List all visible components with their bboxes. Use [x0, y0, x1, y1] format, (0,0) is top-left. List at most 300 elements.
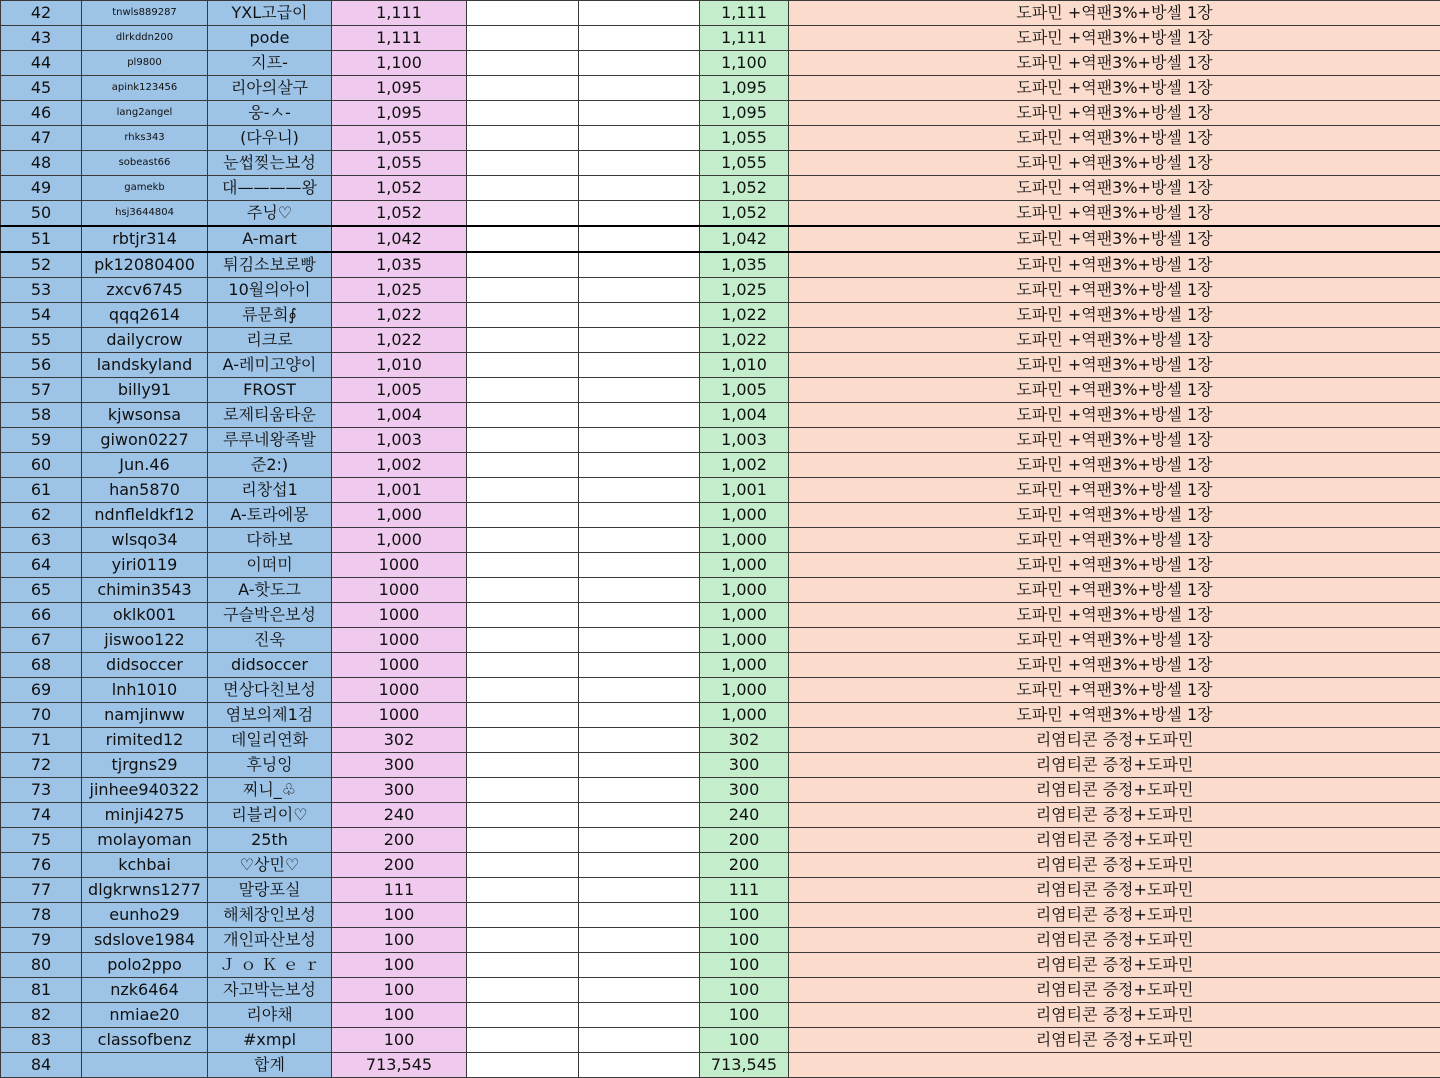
blank-cell-b[interactable]	[579, 176, 700, 201]
amount-cell[interactable]: 1,002	[332, 453, 467, 478]
amount-cell[interactable]: 1,055	[332, 151, 467, 176]
user-id-cell[interactable]: didsoccer	[82, 653, 208, 678]
total-cell[interactable]: 1,000	[700, 703, 789, 728]
amount-cell[interactable]: 1,111	[332, 1, 467, 26]
nickname-cell[interactable]: 리창섭1	[208, 478, 332, 503]
total-cell[interactable]: 100	[700, 903, 789, 928]
total-cell[interactable]: 1,010	[700, 353, 789, 378]
amount-cell[interactable]: 1,095	[332, 101, 467, 126]
total-cell[interactable]: 300	[700, 778, 789, 803]
total-cell[interactable]: 100	[700, 928, 789, 953]
blank-cell-a[interactable]	[467, 653, 579, 678]
blank-cell-a[interactable]	[467, 428, 579, 453]
blank-cell-a[interactable]	[467, 278, 579, 303]
row-number-cell[interactable]: 66	[1, 603, 82, 628]
reward-cell[interactable]: 도파민 +역팬3%+방셀 1장	[789, 378, 1440, 403]
reward-cell[interactable]: 리염티콘 증정+도파민	[789, 878, 1440, 903]
amount-cell[interactable]: 1000	[332, 703, 467, 728]
amount-cell[interactable]: 1000	[332, 603, 467, 628]
amount-cell[interactable]: 100	[332, 1003, 467, 1028]
blank-cell-b[interactable]	[579, 478, 700, 503]
blank-cell-b[interactable]	[579, 928, 700, 953]
blank-cell-b[interactable]	[579, 578, 700, 603]
blank-cell-a[interactable]	[467, 703, 579, 728]
reward-cell[interactable]: 도파민 +역팬3%+방셀 1장	[789, 26, 1440, 51]
reward-cell[interactable]: 도파민 +역팬3%+방셀 1장	[789, 76, 1440, 101]
reward-cell[interactable]: 리염티콘 증정+도파민	[789, 1003, 1440, 1028]
nickname-cell[interactable]: 리야채	[208, 1003, 332, 1028]
amount-cell[interactable]: 1,100	[332, 51, 467, 76]
nickname-cell[interactable]: Ｊ ｏ Ｋ ｅ ｒ	[208, 953, 332, 978]
total-cell[interactable]: 200	[700, 853, 789, 878]
nickname-cell[interactable]: 지프-	[208, 51, 332, 76]
user-id-cell[interactable]: sdslove1984	[82, 928, 208, 953]
nickname-cell[interactable]: 찌니_♧	[208, 778, 332, 803]
user-id-cell[interactable]: Jun.46	[82, 453, 208, 478]
blank-cell-a[interactable]	[467, 1, 579, 26]
total-cell[interactable]: 1,002	[700, 453, 789, 478]
blank-cell-a[interactable]	[467, 903, 579, 928]
blank-cell-b[interactable]	[579, 428, 700, 453]
blank-cell-a[interactable]	[467, 528, 579, 553]
total-cell[interactable]: 1,111	[700, 26, 789, 51]
amount-cell[interactable]: 1,001	[332, 478, 467, 503]
row-number-cell[interactable]: 54	[1, 303, 82, 328]
reward-cell[interactable]: 도파민 +역팬3%+방셀 1장	[789, 303, 1440, 328]
nickname-cell[interactable]: 해체장인보성	[208, 903, 332, 928]
blank-cell-b[interactable]	[579, 353, 700, 378]
total-cell[interactable]: 100	[700, 978, 789, 1003]
blank-cell-b[interactable]	[579, 26, 700, 51]
row-number-cell[interactable]: 53	[1, 278, 82, 303]
row-number-cell[interactable]: 74	[1, 803, 82, 828]
user-id-cell[interactable]: rbtjr314	[82, 226, 208, 252]
user-id-cell[interactable]: minji4275	[82, 803, 208, 828]
user-id-cell[interactable]: wlsqo34	[82, 528, 208, 553]
total-cell[interactable]: 1,100	[700, 51, 789, 76]
amount-cell[interactable]: 100	[332, 903, 467, 928]
nickname-cell[interactable]: 구슬박은보성	[208, 603, 332, 628]
nickname-cell[interactable]: 염보의제1검	[208, 703, 332, 728]
blank-cell-b[interactable]	[579, 728, 700, 753]
user-id-cell[interactable]: ndnfleldkf12	[82, 503, 208, 528]
nickname-cell[interactable]: A-레미고양이	[208, 353, 332, 378]
user-id-cell[interactable]: rhks343	[82, 126, 208, 151]
blank-cell-a[interactable]	[467, 201, 579, 227]
user-id-cell[interactable]: dailycrow	[82, 328, 208, 353]
reward-cell[interactable]: 도파민 +역팬3%+방셀 1장	[789, 252, 1440, 278]
reward-cell[interactable]	[789, 1053, 1440, 1078]
total-cell[interactable]: 1,095	[700, 76, 789, 101]
nickname-cell[interactable]: 리크로	[208, 328, 332, 353]
amount-cell[interactable]: 100	[332, 1028, 467, 1053]
total-cell[interactable]: 1,052	[700, 176, 789, 201]
blank-cell-b[interactable]	[579, 953, 700, 978]
reward-cell[interactable]: 도파민 +역팬3%+방셀 1장	[789, 603, 1440, 628]
blank-cell-a[interactable]	[467, 303, 579, 328]
blank-cell-b[interactable]	[579, 853, 700, 878]
amount-cell[interactable]: 200	[332, 828, 467, 853]
total-cell[interactable]: 1,052	[700, 201, 789, 227]
user-id-cell[interactable]: gamekb	[82, 176, 208, 201]
blank-cell-b[interactable]	[579, 453, 700, 478]
blank-cell-a[interactable]	[467, 728, 579, 753]
blank-cell-b[interactable]	[579, 278, 700, 303]
total-cell[interactable]: 200	[700, 828, 789, 853]
nickname-cell[interactable]: ♡상민♡	[208, 853, 332, 878]
user-id-cell[interactable]: jiswoo122	[82, 628, 208, 653]
row-number-cell[interactable]: 75	[1, 828, 82, 853]
reward-cell[interactable]: 도파민 +역팬3%+방셀 1장	[789, 578, 1440, 603]
blank-cell-a[interactable]	[467, 878, 579, 903]
amount-cell[interactable]: 240	[332, 803, 467, 828]
user-id-cell[interactable]: dlrkddn200	[82, 26, 208, 51]
blank-cell-a[interactable]	[467, 1003, 579, 1028]
blank-cell-a[interactable]	[467, 978, 579, 1003]
reward-cell[interactable]: 도파민 +역팬3%+방셀 1장	[789, 628, 1440, 653]
blank-cell-b[interactable]	[579, 1, 700, 26]
blank-cell-b[interactable]	[579, 528, 700, 553]
reward-cell[interactable]: 도파민 +역팬3%+방셀 1장	[789, 226, 1440, 252]
row-number-cell[interactable]: 64	[1, 553, 82, 578]
total-cell[interactable]: 1,042	[700, 226, 789, 252]
nickname-cell[interactable]: 합계	[208, 1053, 332, 1078]
row-number-cell[interactable]: 76	[1, 853, 82, 878]
reward-cell[interactable]: 도파민 +역팬3%+방셀 1장	[789, 428, 1440, 453]
user-id-cell[interactable]: landskyland	[82, 353, 208, 378]
row-number-cell[interactable]: 80	[1, 953, 82, 978]
blank-cell-a[interactable]	[467, 928, 579, 953]
amount-cell[interactable]: 1000	[332, 653, 467, 678]
total-cell[interactable]: 302	[700, 728, 789, 753]
row-number-cell[interactable]: 84	[1, 1053, 82, 1078]
amount-cell[interactable]: 100	[332, 953, 467, 978]
total-cell[interactable]: 100	[700, 953, 789, 978]
row-number-cell[interactable]: 52	[1, 252, 82, 278]
user-id-cell[interactable]: oklk001	[82, 603, 208, 628]
reward-cell[interactable]: 리염티콘 증정+도파민	[789, 903, 1440, 928]
reward-cell[interactable]: 도파민 +역팬3%+방셀 1장	[789, 678, 1440, 703]
amount-cell[interactable]: 1000	[332, 578, 467, 603]
blank-cell-b[interactable]	[579, 403, 700, 428]
blank-cell-b[interactable]	[579, 201, 700, 227]
reward-cell[interactable]: 리염티콘 증정+도파민	[789, 853, 1440, 878]
user-id-cell[interactable]: kjwsonsa	[82, 403, 208, 428]
user-id-cell[interactable]: kchbai	[82, 853, 208, 878]
nickname-cell[interactable]: 10월의아이	[208, 278, 332, 303]
reward-cell[interactable]: 도파민 +역팬3%+방셀 1장	[789, 653, 1440, 678]
total-cell[interactable]: 1,003	[700, 428, 789, 453]
amount-cell[interactable]: 1,004	[332, 403, 467, 428]
user-id-cell[interactable]: classofbenz	[82, 1028, 208, 1053]
blank-cell-a[interactable]	[467, 678, 579, 703]
nickname-cell[interactable]: A-mart	[208, 226, 332, 252]
row-number-cell[interactable]: 60	[1, 453, 82, 478]
reward-cell[interactable]: 도파민 +역팬3%+방셀 1장	[789, 703, 1440, 728]
row-number-cell[interactable]: 82	[1, 1003, 82, 1028]
nickname-cell[interactable]: 면상다친보성	[208, 678, 332, 703]
amount-cell[interactable]: 302	[332, 728, 467, 753]
row-number-cell[interactable]: 47	[1, 126, 82, 151]
row-number-cell[interactable]: 71	[1, 728, 82, 753]
reward-cell[interactable]: 리염티콘 증정+도파민	[789, 803, 1440, 828]
user-id-cell[interactable]: billy91	[82, 378, 208, 403]
user-id-cell[interactable]	[82, 1053, 208, 1078]
blank-cell-b[interactable]	[579, 76, 700, 101]
reward-cell[interactable]: 도파민 +역팬3%+방셀 1장	[789, 453, 1440, 478]
total-cell[interactable]: 1,055	[700, 126, 789, 151]
user-id-cell[interactable]: rimited12	[82, 728, 208, 753]
user-id-cell[interactable]: nzk6464	[82, 978, 208, 1003]
blank-cell-b[interactable]	[579, 1003, 700, 1028]
blank-cell-a[interactable]	[467, 226, 579, 252]
amount-cell[interactable]: 1,111	[332, 26, 467, 51]
reward-cell[interactable]: 도파민 +역팬3%+방셀 1장	[789, 328, 1440, 353]
blank-cell-a[interactable]	[467, 26, 579, 51]
blank-cell-a[interactable]	[467, 328, 579, 353]
blank-cell-b[interactable]	[579, 101, 700, 126]
row-number-cell[interactable]: 56	[1, 353, 82, 378]
total-cell[interactable]: 1,095	[700, 101, 789, 126]
total-cell[interactable]: 1,005	[700, 378, 789, 403]
amount-cell[interactable]: 1,095	[332, 76, 467, 101]
reward-cell[interactable]: 리염티콘 증정+도파민	[789, 778, 1440, 803]
user-id-cell[interactable]: lnh1010	[82, 678, 208, 703]
total-cell[interactable]: 100	[700, 1028, 789, 1053]
total-cell[interactable]: 1,000	[700, 678, 789, 703]
blank-cell-a[interactable]	[467, 51, 579, 76]
blank-cell-a[interactable]	[467, 503, 579, 528]
total-cell[interactable]: 1,000	[700, 503, 789, 528]
blank-cell-b[interactable]	[579, 51, 700, 76]
user-id-cell[interactable]: hsj3644804	[82, 201, 208, 227]
blank-cell-b[interactable]	[579, 303, 700, 328]
row-number-cell[interactable]: 51	[1, 226, 82, 252]
amount-cell[interactable]: 100	[332, 928, 467, 953]
blank-cell-b[interactable]	[579, 628, 700, 653]
blank-cell-b[interactable]	[579, 753, 700, 778]
blank-cell-a[interactable]	[467, 1028, 579, 1053]
nickname-cell[interactable]: 25th	[208, 828, 332, 853]
row-number-cell[interactable]: 50	[1, 201, 82, 227]
amount-cell[interactable]: 713,545	[332, 1053, 467, 1078]
blank-cell-a[interactable]	[467, 1053, 579, 1078]
amount-cell[interactable]: 1,055	[332, 126, 467, 151]
reward-cell[interactable]: 도파민 +역팬3%+방셀 1장	[789, 553, 1440, 578]
blank-cell-a[interactable]	[467, 953, 579, 978]
reward-cell[interactable]: 도파민 +역팬3%+방셀 1장	[789, 353, 1440, 378]
blank-cell-a[interactable]	[467, 176, 579, 201]
blank-cell-a[interactable]	[467, 753, 579, 778]
user-id-cell[interactable]: lang2angel	[82, 101, 208, 126]
row-number-cell[interactable]: 81	[1, 978, 82, 1003]
nickname-cell[interactable]: 개인파산보성	[208, 928, 332, 953]
amount-cell[interactable]: 1000	[332, 628, 467, 653]
reward-cell[interactable]: 리염티콘 증정+도파민	[789, 828, 1440, 853]
total-cell[interactable]: 1,000	[700, 528, 789, 553]
row-number-cell[interactable]: 58	[1, 403, 82, 428]
nickname-cell[interactable]: didsoccer	[208, 653, 332, 678]
blank-cell-a[interactable]	[467, 603, 579, 628]
total-cell[interactable]: 100	[700, 1003, 789, 1028]
row-number-cell[interactable]: 62	[1, 503, 82, 528]
row-number-cell[interactable]: 78	[1, 903, 82, 928]
row-number-cell[interactable]: 83	[1, 1028, 82, 1053]
user-id-cell[interactable]: tnwls889287	[82, 1, 208, 26]
reward-cell[interactable]: 리염티콘 증정+도파민	[789, 978, 1440, 1003]
reward-cell[interactable]: 리염티콘 증정+도파민	[789, 753, 1440, 778]
blank-cell-b[interactable]	[579, 678, 700, 703]
reward-cell[interactable]: 리염티콘 증정+도파민	[789, 928, 1440, 953]
nickname-cell[interactable]: 류문희∮	[208, 303, 332, 328]
reward-cell[interactable]: 도파민 +역팬3%+방셀 1장	[789, 528, 1440, 553]
user-id-cell[interactable]: zxcv6745	[82, 278, 208, 303]
blank-cell-a[interactable]	[467, 803, 579, 828]
amount-cell[interactable]: 111	[332, 878, 467, 903]
amount-cell[interactable]: 1,042	[332, 226, 467, 252]
blank-cell-b[interactable]	[579, 1053, 700, 1078]
user-id-cell[interactable]: molayoman	[82, 828, 208, 853]
nickname-cell[interactable]: 후닝잉	[208, 753, 332, 778]
total-cell[interactable]: 1,001	[700, 478, 789, 503]
user-id-cell[interactable]: chimin3543	[82, 578, 208, 603]
reward-cell[interactable]: 도파민 +역팬3%+방셀 1장	[789, 201, 1440, 227]
reward-cell[interactable]: 도파민 +역팬3%+방셀 1장	[789, 278, 1440, 303]
nickname-cell[interactable]: A-핫도그	[208, 578, 332, 603]
user-id-cell[interactable]: jinhee940322	[82, 778, 208, 803]
amount-cell[interactable]: 1,010	[332, 353, 467, 378]
blank-cell-b[interactable]	[579, 126, 700, 151]
row-number-cell[interactable]: 43	[1, 26, 82, 51]
total-cell[interactable]: 1,000	[700, 628, 789, 653]
user-id-cell[interactable]: sobeast66	[82, 151, 208, 176]
blank-cell-a[interactable]	[467, 378, 579, 403]
blank-cell-a[interactable]	[467, 628, 579, 653]
user-id-cell[interactable]: tjrgns29	[82, 753, 208, 778]
nickname-cell[interactable]: (다우니)	[208, 126, 332, 151]
user-id-cell[interactable]: giwon0227	[82, 428, 208, 453]
nickname-cell[interactable]: 튀김소보로빵	[208, 252, 332, 278]
amount-cell[interactable]: 1000	[332, 553, 467, 578]
total-cell[interactable]: 1,055	[700, 151, 789, 176]
total-cell[interactable]: 1,025	[700, 278, 789, 303]
nickname-cell[interactable]: FROST	[208, 378, 332, 403]
blank-cell-a[interactable]	[467, 126, 579, 151]
user-id-cell[interactable]: nmiae20	[82, 1003, 208, 1028]
blank-cell-b[interactable]	[579, 978, 700, 1003]
nickname-cell[interactable]: 로제티움타운	[208, 403, 332, 428]
nickname-cell[interactable]: 이떠미	[208, 553, 332, 578]
reward-cell[interactable]: 도파민 +역팬3%+방셀 1장	[789, 101, 1440, 126]
row-number-cell[interactable]: 68	[1, 653, 82, 678]
nickname-cell[interactable]: 루루네왕족발	[208, 428, 332, 453]
reward-cell[interactable]: 도파민 +역팬3%+방셀 1장	[789, 1, 1440, 26]
blank-cell-a[interactable]	[467, 828, 579, 853]
blank-cell-a[interactable]	[467, 151, 579, 176]
reward-cell[interactable]: 리염티콘 증정+도파민	[789, 728, 1440, 753]
amount-cell[interactable]: 1,022	[332, 303, 467, 328]
row-number-cell[interactable]: 42	[1, 1, 82, 26]
blank-cell-b[interactable]	[579, 878, 700, 903]
amount-cell[interactable]: 1,025	[332, 278, 467, 303]
blank-cell-a[interactable]	[467, 578, 579, 603]
blank-cell-a[interactable]	[467, 252, 579, 278]
nickname-cell[interactable]: 자고박는보성	[208, 978, 332, 1003]
user-id-cell[interactable]: pl9800	[82, 51, 208, 76]
row-number-cell[interactable]: 63	[1, 528, 82, 553]
amount-cell[interactable]: 1,052	[332, 201, 467, 227]
reward-cell[interactable]: 리염티콘 증정+도파민	[789, 953, 1440, 978]
total-cell[interactable]: 713,545	[700, 1053, 789, 1078]
amount-cell[interactable]: 1,052	[332, 176, 467, 201]
blank-cell-a[interactable]	[467, 553, 579, 578]
row-number-cell[interactable]: 55	[1, 328, 82, 353]
total-cell[interactable]: 1,035	[700, 252, 789, 278]
row-number-cell[interactable]: 69	[1, 678, 82, 703]
blank-cell-b[interactable]	[579, 1028, 700, 1053]
user-id-cell[interactable]: apink123456	[82, 76, 208, 101]
amount-cell[interactable]: 1000	[332, 678, 467, 703]
row-number-cell[interactable]: 61	[1, 478, 82, 503]
blank-cell-a[interactable]	[467, 101, 579, 126]
blank-cell-a[interactable]	[467, 353, 579, 378]
reward-cell[interactable]: 도파민 +역팬3%+방셀 1장	[789, 151, 1440, 176]
total-cell[interactable]: 1,004	[700, 403, 789, 428]
row-number-cell[interactable]: 59	[1, 428, 82, 453]
row-number-cell[interactable]: 46	[1, 101, 82, 126]
total-cell[interactable]: 1,022	[700, 303, 789, 328]
amount-cell[interactable]: 100	[332, 978, 467, 1003]
user-id-cell[interactable]: dlgkrwns1277	[82, 878, 208, 903]
blank-cell-b[interactable]	[579, 703, 700, 728]
nickname-cell[interactable]: 리아의살구	[208, 76, 332, 101]
total-cell[interactable]: 1,111	[700, 1, 789, 26]
blank-cell-b[interactable]	[579, 828, 700, 853]
total-cell[interactable]: 1,000	[700, 603, 789, 628]
reward-cell[interactable]: 도파민 +역팬3%+방셀 1장	[789, 403, 1440, 428]
nickname-cell[interactable]: 데일리연화	[208, 728, 332, 753]
nickname-cell[interactable]: YXL고급이	[208, 1, 332, 26]
amount-cell[interactable]: 1,005	[332, 378, 467, 403]
user-id-cell[interactable]: polo2ppo	[82, 953, 208, 978]
reward-cell[interactable]: 리염티콘 증정+도파민	[789, 1028, 1440, 1053]
blank-cell-a[interactable]	[467, 853, 579, 878]
user-id-cell[interactable]: pk12080400	[82, 252, 208, 278]
row-number-cell[interactable]: 79	[1, 928, 82, 953]
blank-cell-b[interactable]	[579, 151, 700, 176]
amount-cell[interactable]: 1,000	[332, 503, 467, 528]
user-id-cell[interactable]: han5870	[82, 478, 208, 503]
row-number-cell[interactable]: 72	[1, 753, 82, 778]
blank-cell-b[interactable]	[579, 226, 700, 252]
amount-cell[interactable]: 1,022	[332, 328, 467, 353]
user-id-cell[interactable]: eunho29	[82, 903, 208, 928]
row-number-cell[interactable]: 48	[1, 151, 82, 176]
blank-cell-b[interactable]	[579, 903, 700, 928]
reward-cell[interactable]: 도파민 +역팬3%+방셀 1장	[789, 51, 1440, 76]
nickname-cell[interactable]: 웅-ㅅ-	[208, 101, 332, 126]
blank-cell-a[interactable]	[467, 778, 579, 803]
nickname-cell[interactable]: #xmpl	[208, 1028, 332, 1053]
total-cell[interactable]: 240	[700, 803, 789, 828]
blank-cell-b[interactable]	[579, 778, 700, 803]
user-id-cell[interactable]: namjinww	[82, 703, 208, 728]
blank-cell-b[interactable]	[579, 378, 700, 403]
blank-cell-b[interactable]	[579, 653, 700, 678]
row-number-cell[interactable]: 77	[1, 878, 82, 903]
blank-cell-a[interactable]	[467, 76, 579, 101]
user-id-cell[interactable]: qqq2614	[82, 303, 208, 328]
